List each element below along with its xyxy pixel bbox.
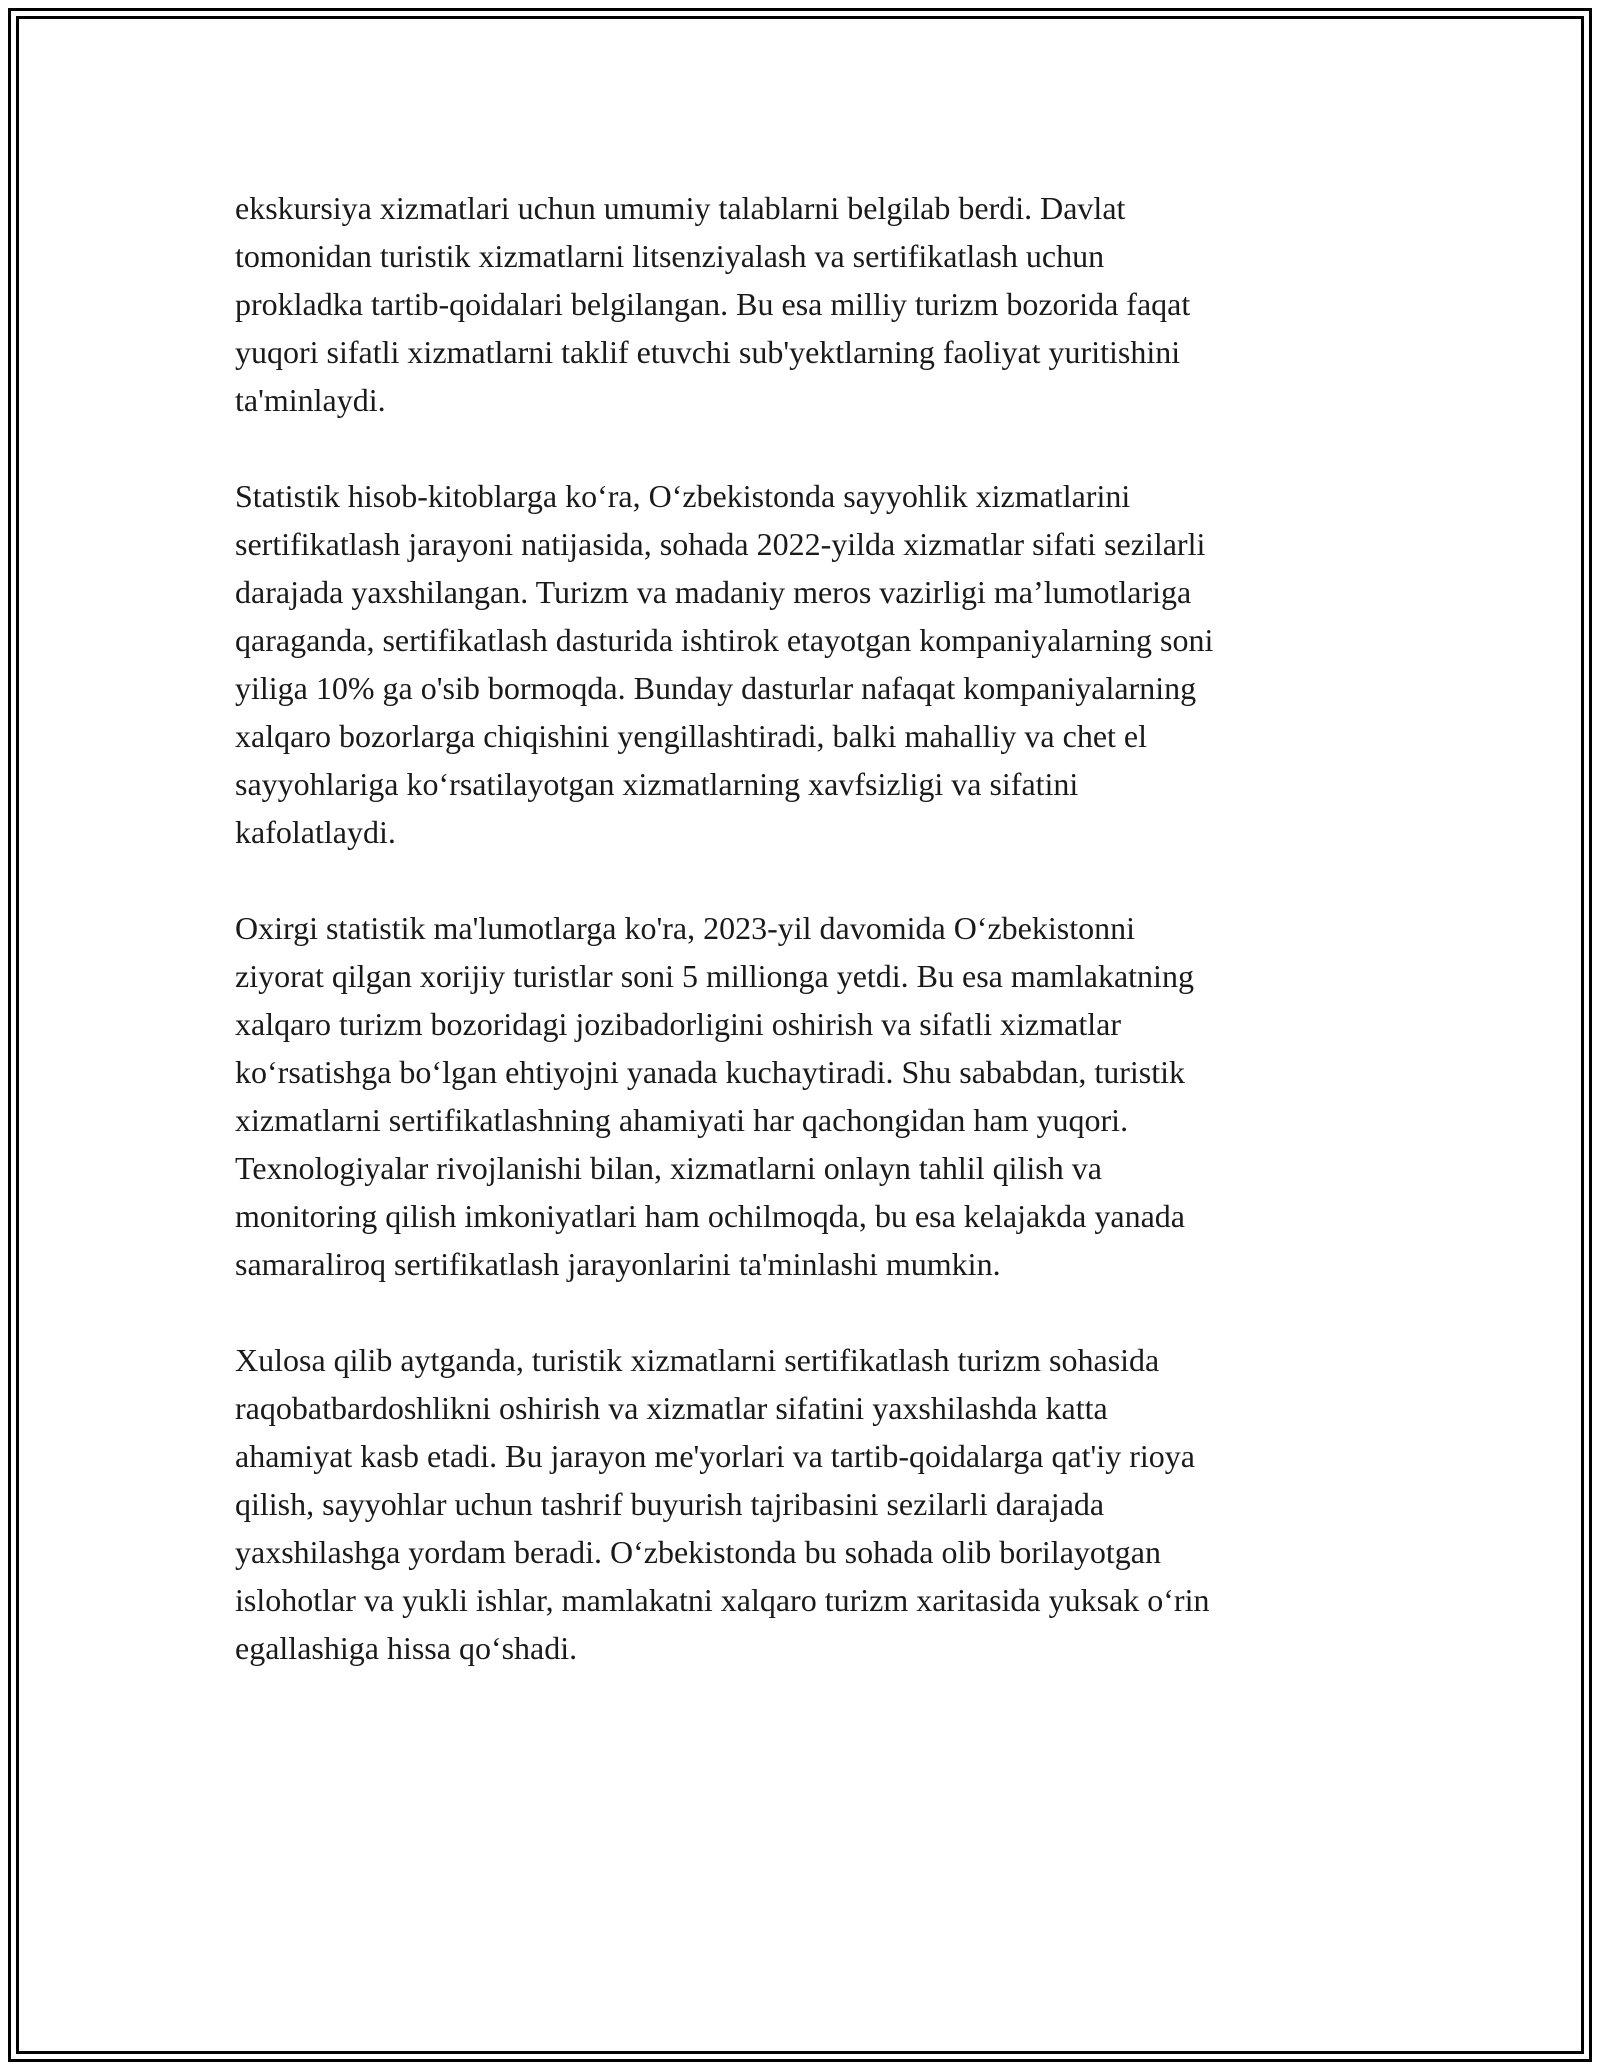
paragraph-2 xyxy=(235,472,1375,856)
text-line: monitoring qilish imkoniyatlari ham ochilmoqda, bu esa kelajakda yanada xyxy=(235,1198,1185,1234)
text-line: yuqori sifatli xizmatlarni taklif etuvchi sub'yektlarning faoliyat yuritishini xyxy=(235,334,1181,370)
text-line: Statistik hisob-kitoblarga ko‘ra, O‘zbekistonda sayyohlik xizmatlarini xyxy=(235,478,1131,514)
text-line: ekskursiya xizmatlari uchun umumiy talablarni belgilab berdi. Davlat xyxy=(235,190,1126,226)
text-line: qaraganda, sertifikatlash dasturida ishtirok etayotgan kompaniyalarning soni xyxy=(235,622,1214,658)
text-line: xizmatlarni sertifikatlashning ahamiyati har qachongidan ham yuqori. xyxy=(235,1102,1129,1138)
text-line: prokladka tartib-qoidalari belgilangan. Bu esa milliy turizm bozorida faqat xyxy=(235,286,1191,322)
text-line: raqobatbardoshlikni oshirish va xizmatlar sifatini yaxshilashda katta xyxy=(235,1390,1108,1426)
text-line: ko‘rsatishga bo‘lgan ehtiyojni yanada kuchaytiradi. Shu sababdan, turistik xyxy=(235,1054,1185,1090)
text-line: Oxirgi statistik ma'lumotlarga ko'ra, 2023-yil davomida O‘zbekistonni xyxy=(235,910,1135,946)
text-line: ahamiyat kasb etadi. Bu jarayon me'yorlari va tartib-qoidalarga qat'iy rioya xyxy=(235,1438,1195,1474)
text-line: qilish, sayyohlar uchun tashrif buyurish tajribasini sezilarli darajada xyxy=(235,1486,1105,1522)
text-line: sertifikatlash jarayoni natijasida, sohada 2022-yilda xizmatlar sifati sezilarli xyxy=(235,526,1206,562)
text-line: xalqaro bozorlarga chiqishini yengillashtiradi, balki mahalliy va chet el xyxy=(235,718,1148,754)
text-line: yiliga 10% ga o'sib bormoqda. Bunday dasturlar nafaqat kompaniyalarning xyxy=(235,670,1197,706)
paragraph-4 xyxy=(235,1336,1375,1672)
text-line: darajada yaxshilangan. Turizm va madaniy meros vazirligi ma’lumotlariga xyxy=(235,574,1192,610)
text-line: yaxshilashga yordam beradi. O‘zbekistonda bu sohada olib borilayotgan xyxy=(235,1534,1161,1570)
paragraph-3 xyxy=(235,904,1375,1288)
text-line: samaraliroq sertifikatlash jarayonlarini ta'minlashi mumkin. xyxy=(235,1246,1001,1282)
text-line: Texnologiyalar rivojlanishi bilan, xizmatlarni onlayn tahlil qilish va xyxy=(235,1150,1102,1186)
document-body xyxy=(235,184,1375,1720)
text-line: egallashiga hissa qo‘shadi. xyxy=(235,1630,578,1666)
text-line: ta'minlaydi. xyxy=(235,382,386,418)
text-line: xalqaro turizm bozoridagi jozibadorligini oshirish va sifatli xizmatlar xyxy=(235,1006,1121,1042)
text-line: islohotlar va yukli ishlar, mamlakatni xalqaro turizm xaritasida yuksak o‘rin xyxy=(235,1582,1210,1618)
text-line: sayyohlariga ko‘rsatilayotgan xizmatlarning xavfsizligi va sifatini xyxy=(235,766,1079,802)
text-line: ziyorat qilgan xorijiy turistlar soni 5 millionga yetdi. Bu esa mamlakatning xyxy=(235,958,1194,994)
text-line: tomonidan turistik xizmatlarni litsenziyalash va sertifikatlash uchun xyxy=(235,238,1105,274)
paragraph-1 xyxy=(235,184,1375,424)
text-line: Xulosa qilib aytganda, turistik xizmatlarni sertifikatlash turizm sohasida xyxy=(235,1342,1160,1378)
text-line: kafolatlaydi. xyxy=(235,814,396,850)
